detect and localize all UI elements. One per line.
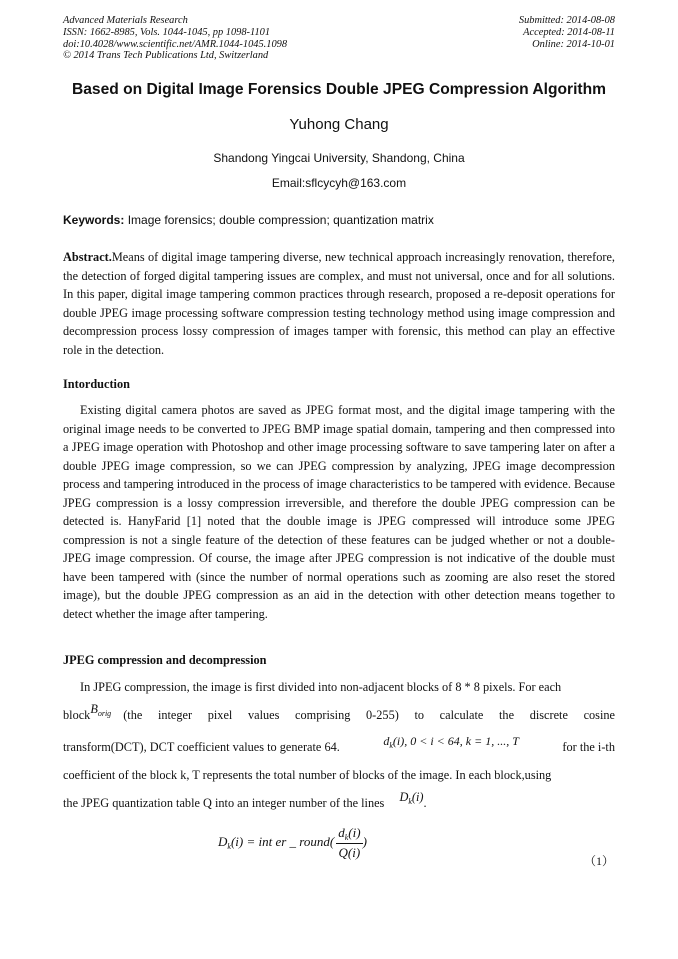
quantization-line <box>63 790 615 812</box>
keywords <box>63 213 615 227</box>
doi: doi:10.4028/www.scientific.net/AMR.1044-1045.1098 <box>63 38 288 50</box>
journal-header-left <box>63 15 287 62</box>
affiliation: Shandong Yingcai University, Shandong, China <box>213 151 465 165</box>
block-line <box>63 702 615 724</box>
dk-symbol: $D_k(i)$ <box>399 790 424 806</box>
introduction-text: Existing digital camera photos are saved as JPEG format most, and the digital image tampering with the original image needs to be converted to JPEG BMP image spatial domain, tampering and then compressed into a JPEG image operation with Photoshop and other image processing software to save tampering later on after a double JPEG image compression, so we can JPEG compression by analyzing, JPEG image decompression process and tampering introduced in the process of image characteristics to be tampered with evidence. Because JPEG compression is a lossy compression irreversible, and therefore the double JPEG compression can be detected is. HanyFarid [1] noted that the double image is JPEG compressed will introduce some JPEG compression is not a single feature of the detection of these features can be judged whether or not a double-JPEG image compression. Of course, the image after JPEG compression is not indicative of the double must have been tampered with (since the number of normal operations such as zooming are also reset the stored image), but the double JPEG compression as an aid in the detection with other detection means together to detect whether the image after tampering. <box>63 403 615 622</box>
author-name: Yuhong Chang <box>289 116 389 133</box>
equation-number: （1） <box>584 854 615 868</box>
equation-1: $D_k(i)$ = int er _ round( $\frac{d_k(i)}{Q(i)}$ ) <box>218 825 367 860</box>
journal-name: Advanced Materials Research <box>63 15 188 26</box>
quantization-end: . <box>423 796 427 810</box>
abstract-label: Abstract. <box>63 250 112 264</box>
abstract-text: Means of digital image tampering diverse, new technical approach increasingly renovation, therefore, the detection of forged digital tampering issues are complex, and must not universal, once and for all solutions. In this paper, digital image tampering common practices through research, proposed a re-deposit operations for double JPEG image processing software compression testing technology method using image compression and decompression process lossy compression of images tamper with forensic, this method can play an effective role in the detection. <box>63 250 615 357</box>
abstract <box>63 248 615 359</box>
dct-text: transform(DCT), DCT coefficient values to generate 64. <box>63 740 340 754</box>
issn: ISSN: 1662-8985, Vols. 1044-1045, pp 1098-1101 <box>63 26 271 38</box>
online-date: Online: 2014-10-01 <box>532 38 615 50</box>
dct-line <box>63 734 615 756</box>
quantization-text: the JPEG quantization table Q into an integer number of the lines <box>63 796 385 810</box>
dct-formula: $d_k(i)$, 0 < i < 64, k = 1, ..., T <box>383 734 519 750</box>
equation-fraction: $\frac{d_k(i)}{Q(i)}$ <box>338 825 361 860</box>
block-symbol: $B_{orig}$ <box>90 702 112 718</box>
submitted-date: Submitted: 2014-08-08 <box>518 15 615 26</box>
keywords-label: Keywords: <box>63 213 125 227</box>
author-email: Email:sflcycyh@163.com <box>271 176 407 190</box>
journal-header-right <box>519 15 615 50</box>
paper-title: Based on Digital Image Forensics Double JPEG Compression Algorithm <box>71 81 607 98</box>
copyright: © 2014 Trans Tech Publications Ltd, Switzerland <box>63 50 269 62</box>
dct-tail: for the i-th <box>562 740 615 754</box>
block-rest: (the integer pixel values comprising 0-255) to calculate the discrete cosine <box>123 708 615 722</box>
jpeg-section-heading: JPEG compression and decompression <box>63 653 267 667</box>
coefficient-line: coefficient of the block k, T represents the total number of blocks of the image. In each block,using <box>63 768 552 782</box>
introduction-heading: Intorduction <box>63 377 130 391</box>
accepted-date: Accepted: 2014-08-11 <box>523 26 615 38</box>
jpeg-paragraph-first-line: In JPEG compression, the image is first divided into non-adjacent blocks of 8 * 8 pixels. For each <box>80 680 562 694</box>
keywords-text: Image forensics; double compression; quantization matrix <box>124 213 434 227</box>
block-word: block <box>63 708 91 722</box>
